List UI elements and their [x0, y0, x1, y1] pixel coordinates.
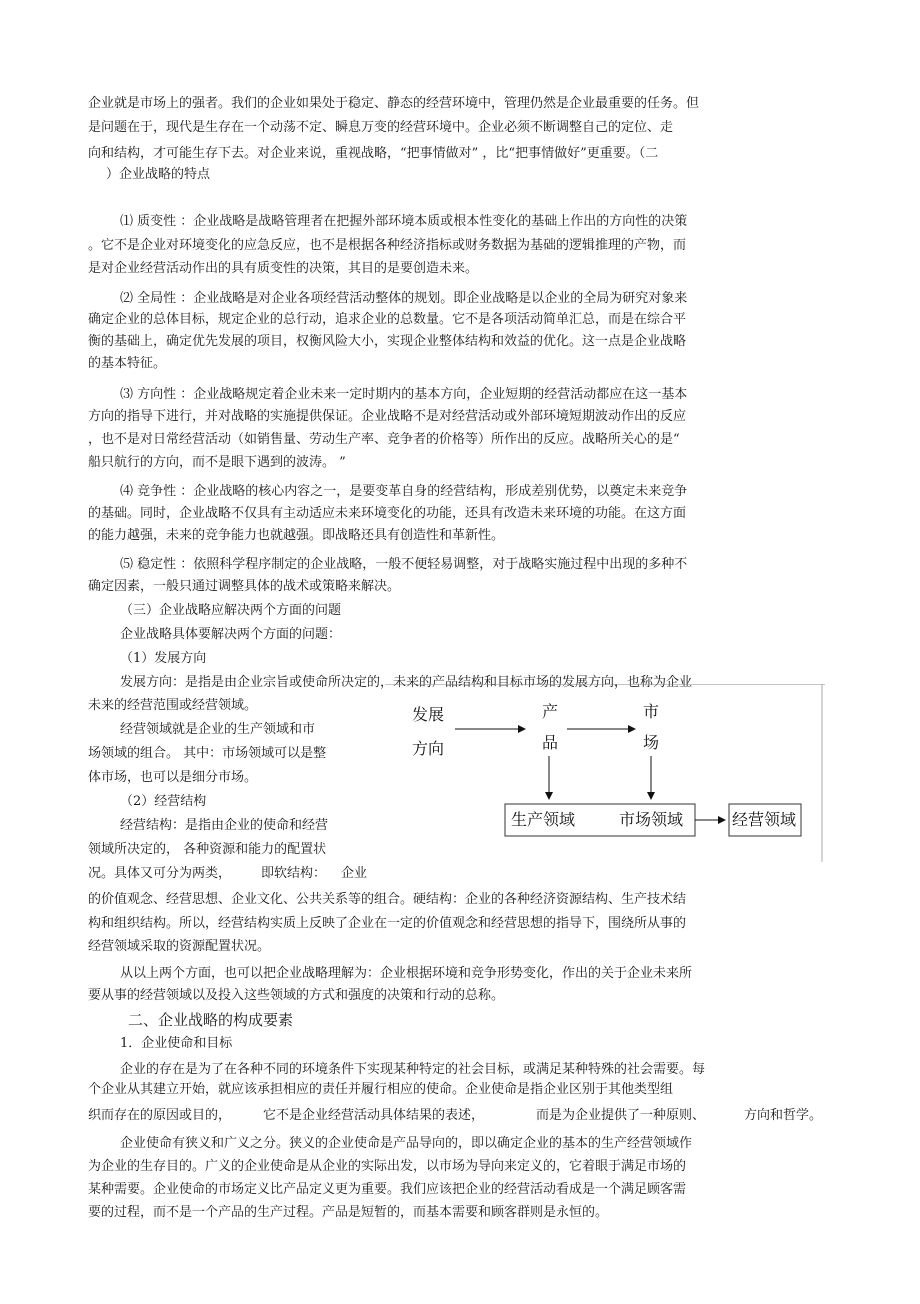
text-line: 从以上两个方面，也可以把企业战略理解为：企业根据环境和竞争形势变化，作出的关于企业未来所 [120, 966, 693, 981]
text-line: 经营领域采取的资源配置状况。 [88, 939, 271, 954]
text-line: 它不是企业经营活动具体结果的表述， [263, 1108, 485, 1123]
text-line: 企业就是市场上的强者。我们的企业如果处于稳定、静态的经营环境中，管理仍然是企业最重要的任务。但 [88, 96, 700, 111]
diagram-arrows [385, 684, 825, 864]
diagram-label-dev2: 方向 [412, 739, 445, 758]
text-line: 确定因素，一般只通过调整具体的战术或策略来解决。 [88, 579, 401, 594]
text-line: 企业使命有狭义和广义之分。狭义的企业使命是产品导向的，即以确定企业的基本的生产经营领域作 [120, 1136, 693, 1151]
strategy-diagram [385, 684, 825, 864]
text-line: 是问题在于，现代是生存在一个动荡不定、瞬息万变的经营环境中。企业必须不断调整自己的定位、走 [88, 120, 674, 135]
diagram-label-dev1: 发展 [412, 705, 445, 724]
text-line: 为企业的生存目的。广义的企业使命是从企业的实际出发，以市场为导向来定义的，它着眼于满足市场的 [88, 1159, 687, 1174]
subheading: 1．企业使命和目标 [120, 1036, 233, 1051]
text-line: 确定企业的总体目标，规定企业的总行动，追求企业的总数量。它不是各项活动简单汇总，而是在综合平 [88, 312, 687, 327]
text-line: 要的过程，而不是一个产品的生产过程。产品是短暂的，而基本需要和顾客群则是永恒的。 [88, 1205, 609, 1220]
text-line: 是对企业经营活动作出的具有质变性的决策，其目的是要创造未来。 [88, 261, 479, 276]
text-line: 要从事的经营领域以及投入这些领域的方式和强度的决策和行动的总称。 [88, 988, 505, 1003]
text-line: 。它不是企业对环境变化的应急反应，也不是根据各种经济指标或财务数据为基础的逻辑推理的产物，而 [88, 238, 687, 253]
text-line: 况。具体又可分为两类， [88, 866, 232, 881]
subheading: （1）发展方向 [120, 651, 207, 666]
diagram-label-prod2: 品 [542, 733, 559, 752]
text-line: 场领域的组合。 其中：市场领域可以是整 [88, 746, 327, 761]
diagram-label-mkt2: 场 [643, 733, 660, 752]
text-line: ⑴ 质变性 ：企业战略是战略管理者在把握外部环境本质或根本性变化的基础上作出的方向性的决策 [120, 214, 688, 229]
diagram-label-biz-domain: 经营领域 [732, 810, 797, 829]
text-line: ⑸ 稳定性 ：依照科学程序制定的企业战略，一般不便轻易调整，对于战略实施过程中出现的多种不 [120, 557, 688, 572]
subheading: （2）经营结构 [120, 794, 207, 809]
text-line: 的基础。同时，企业战略不仅具有主动适应未来环境变化的功能，还具有改造未来环境的功能。在这方面 [88, 506, 687, 521]
text-line: 织而存在的原因或目的， [88, 1108, 232, 1123]
text-line: 向和结构，才可能生存下去。对企业来说，重视战略，“把事情做对” ，比“把事情做好”更重要。（二 [88, 146, 659, 161]
text-line: 即软结构： [261, 866, 327, 881]
part-heading: 二、企业战略的构成要素 [128, 1011, 294, 1029]
text-line: 船只航行的方向，而不是眼下遇到的波涛。 ” [88, 455, 346, 470]
text-line: 企业的存在是为了在各种不同的环境条件下实现某种特定的社会目标，或满足某种特殊的社会需要。每 [120, 1062, 706, 1077]
text-line: 而是为企业提供了一种原则、 [536, 1108, 706, 1123]
text-line: 经营结构：是指由企业的使命和经营 [120, 818, 329, 833]
text-line: 的基本特征。 [88, 356, 167, 371]
text-line: 方向的指导下进行，并对战略的实施提供保证。企业战略不是对经营活动或外部环境短期波动作出的反应 [88, 409, 687, 424]
text-line: ，也不是对日常经营活动（如销售量、劳动生产率、竞争者的价格等）所作出的反应。战略所关心的是“ [88, 432, 680, 447]
text-line: 企业 [341, 866, 368, 881]
text-line: ⑵ 全局性 ：企业战略是对企业各项经营活动整体的规划。即企业战略是以企业的全局为研究对象来 [120, 291, 688, 306]
diagram-label-mkt1: 市 [643, 702, 660, 721]
text-line: ⑶ 方向性 ：企业战略规定着企业未来一定时期内的基本方向，企业短期的经营活动都应在这一基本 [120, 387, 688, 402]
section-heading: （三）企业战略应解决两个方面的问题 [120, 603, 342, 618]
text-line: 领域所决定的， 各种资源和能力的配置状 [88, 842, 327, 857]
text-line: 的价值观念、经营思想、企业文化、公共关系等的组合。硬结构：企业的各种经济资源结构、生产技术结 [88, 892, 687, 907]
diagram-label-prod-domain: 生产领域 [511, 810, 576, 829]
text-line: 某种需要。企业使命的市场定义比产品定义更为重要。我们应该把企业的经营活动看成是一个满足顾客需 [88, 1182, 687, 1197]
diagram-label-mkt-domain: 市场领域 [619, 810, 684, 829]
text-line: 的能力越强，未来的竞争能力也就越强。即战略还具有创造性和革新性。 [88, 528, 505, 543]
diagram-label-prod1: 产 [542, 702, 559, 721]
text-line: 体市场，也可以是细分市场。 [88, 770, 258, 785]
text-line: 方向和哲学。 [744, 1108, 823, 1123]
text-line: 个企业从其建立开始，就应该承担相应的责任并履行相应的使命。企业使命是指企业区别于其他类型组 [88, 1082, 674, 1097]
text-line: ⑷ 竞争性 ：企业战略的核心内容之一，是要变革自身的经营结构，形成差别优势，以奠定未来竞争 [120, 484, 688, 499]
text-line: ）企业战略的特点 [106, 167, 211, 182]
text-line: 发展方向：是指是由企业宗旨或使命所决定的，未来的产品结构和目标市场的发展方向，也称为企业 [120, 675, 693, 690]
text-line: 衡的基础上，确定优先发展的项目，权衡风险大小，实现企业整体结构和效益的优化。这一点是企业战略 [88, 334, 687, 349]
text-line: 企业战略具体要解决两个方面的问题： [120, 627, 342, 642]
text-line: 构和组织结构。所以，经营结构实质上反映了企业在一定的价值观念和经营思想的指导下，围绕所从事的 [88, 916, 687, 931]
text-line: 未来的经营范围或经营领域。 [88, 698, 258, 713]
text-line: 经营领域就是企业的生产领域和市 [120, 722, 316, 737]
